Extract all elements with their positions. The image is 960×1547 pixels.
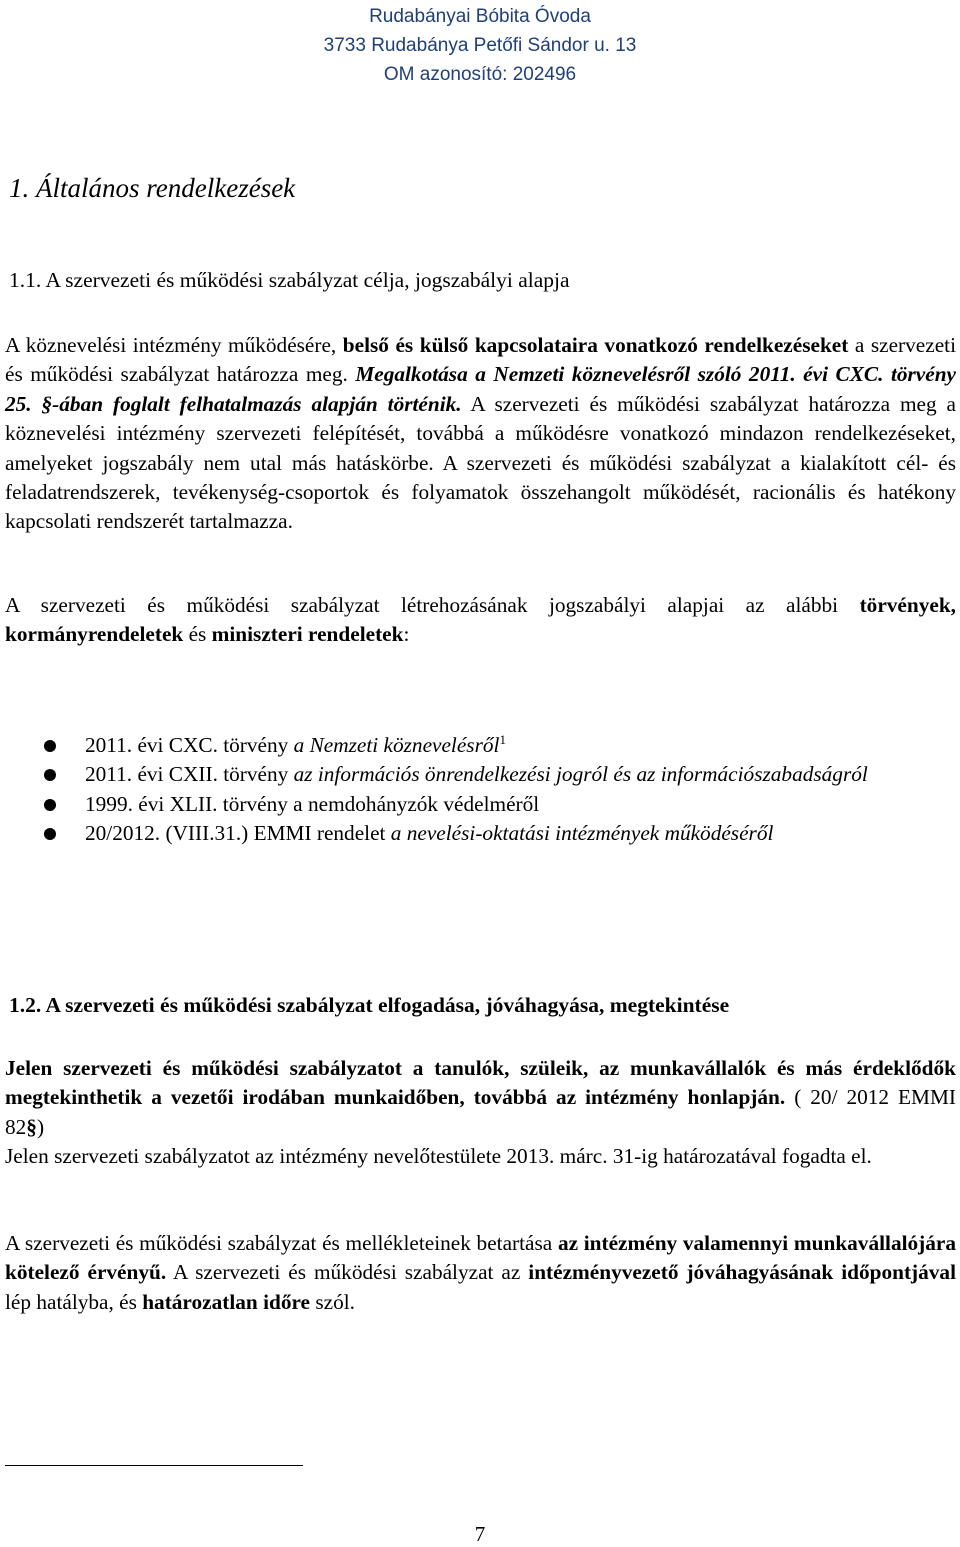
- list-item-text: 2011. évi CXC. törvény: [85, 733, 294, 757]
- section-1-2-paragraph-2: Jelen szervezeti szabályzatot az intézmény nevelőtestülete 2013. márc. 31-ig határozatával fogadta el.: [5, 1144, 872, 1168]
- legal-basis-list: [44, 731, 944, 849]
- text-run-bold: miniszteri rendeletek: [211, 622, 404, 647]
- text-run-bold: az intézmény valamennyi munkavállalójára kötelező érvényű.: [5, 1231, 956, 1285]
- section-1-1-heading: 1.1. A szervezeti és működési szabályzat célja, jogszabályi alapja: [9, 268, 570, 292]
- text-run: ( 20/ 2012 EMMI 82: [5, 1085, 957, 1139]
- text-run-bold: törvények, kormányrendeletek: [5, 593, 956, 647]
- header-om-id: OM azonosító: 202496: [383, 64, 577, 85]
- text-run: lép hatályba, és: [5, 1289, 143, 1314]
- text-run: a szervezeti és működési szabályzat határozza meg.: [5, 333, 956, 387]
- bullet-icon: [44, 828, 56, 840]
- text-run: és: [183, 622, 212, 647]
- text-run: A szervezeti és működési szabályzat határozza meg a köznevelési intézmény szervezeti felépítését, továbbá a működésre vonatkozó mindazon rendelkezéseket, amelyeket jogszabály nem utal más hatáskörbe. A szervezeti és működési szabályzat a kialakított cél- és feladatrendszerek, tevékenység-csoportok és folyamatok összehangolt működését, racionális és hatékony kapcsolati rendszerét tartalmazza.: [5, 391, 956, 534]
- text-run: A köznevelési intézmény működésére,: [5, 333, 343, 357]
- section-1-2-paragraph-3: [5, 1229, 956, 1317]
- text-run-bold: intézményvezető jóváhagyásának időpontjával: [528, 1260, 956, 1285]
- header-address: 3733 Rudabánya Petőfi Sándor u. 13: [323, 35, 637, 56]
- text-run-bold-italic: Megalkotása a Nemzeti köznevelésről szóló 2011. évi CXC. törvény 25. §-ában foglalt felhatalmazás alapján történik.: [5, 362, 956, 416]
- text-run: A szervezeti és működési szabályzat az: [166, 1260, 529, 1285]
- list-item-text: 1999. évi XLII. törvény a nemdohányzók védelméről: [85, 791, 540, 816]
- list-item-italic: a Nemzeti köznevelésről: [293, 733, 500, 757]
- text-run-bold: belső és külső kapcsolataira vonatkozó rendelkezéseket: [342, 333, 849, 357]
- text-run: szól.: [310, 1289, 355, 1314]
- document-header: [0, 2, 960, 89]
- section-1-2-heading: 1.2. A szervezeti és működési szabályzat elfogadása, jóváhagyása, megtekintése: [9, 993, 730, 1017]
- bullet-icon: [44, 740, 56, 752]
- text-run-bold: Jelen szervezeti és működési szabályzatot a tanulók, szüleik, az munkavállalók és más érdeklődők megtekinthetik a vezetői irodában munkaidőben, továbbá az intézmény honlapján.: [5, 1056, 956, 1110]
- text-run: A szervezeti és működési szabályzat létrehozásának jogszabályi alapjai az alábbi: [5, 593, 860, 617]
- list-item: [44, 819, 944, 848]
- list-item-text: 20/2012. (VIII.31.) EMMI rendelet: [85, 821, 391, 846]
- section-sign: §: [26, 1114, 37, 1139]
- section-1-2-paragraph-1: [5, 1054, 956, 1142]
- section-1-1-paragraph-2: [5, 591, 956, 650]
- text-run-bold: határozatlan időre: [142, 1289, 311, 1314]
- text-run: ): [36, 1114, 45, 1139]
- list-item-text: 2011. évi CXII. törvény: [85, 762, 294, 787]
- list-item-italic: a nevelési-oktatási intézmények működéséről: [390, 821, 774, 846]
- page-number: 7: [474, 1522, 486, 1546]
- footnote-separator: [5, 1465, 303, 1466]
- text-run: :: [403, 622, 410, 647]
- list-item: [44, 731, 944, 760]
- text-run: A szervezeti és működési szabályzat és mellékleteinek betartása: [5, 1231, 558, 1255]
- list-item-italic: az információs önrendelkezési jogról és az információszabadságról: [293, 762, 868, 787]
- header-school-name: Rudabányai Bóbita Óvoda: [369, 6, 591, 27]
- footnote-marker: 1: [499, 732, 506, 747]
- list-item: [44, 760, 944, 789]
- section-1-heading: 1. Általános rendelkezések: [9, 173, 296, 203]
- section-1-1-paragraph-1: [5, 331, 956, 537]
- bullet-icon: [44, 799, 56, 811]
- bullet-icon: [44, 769, 56, 781]
- list-item: [44, 790, 944, 819]
